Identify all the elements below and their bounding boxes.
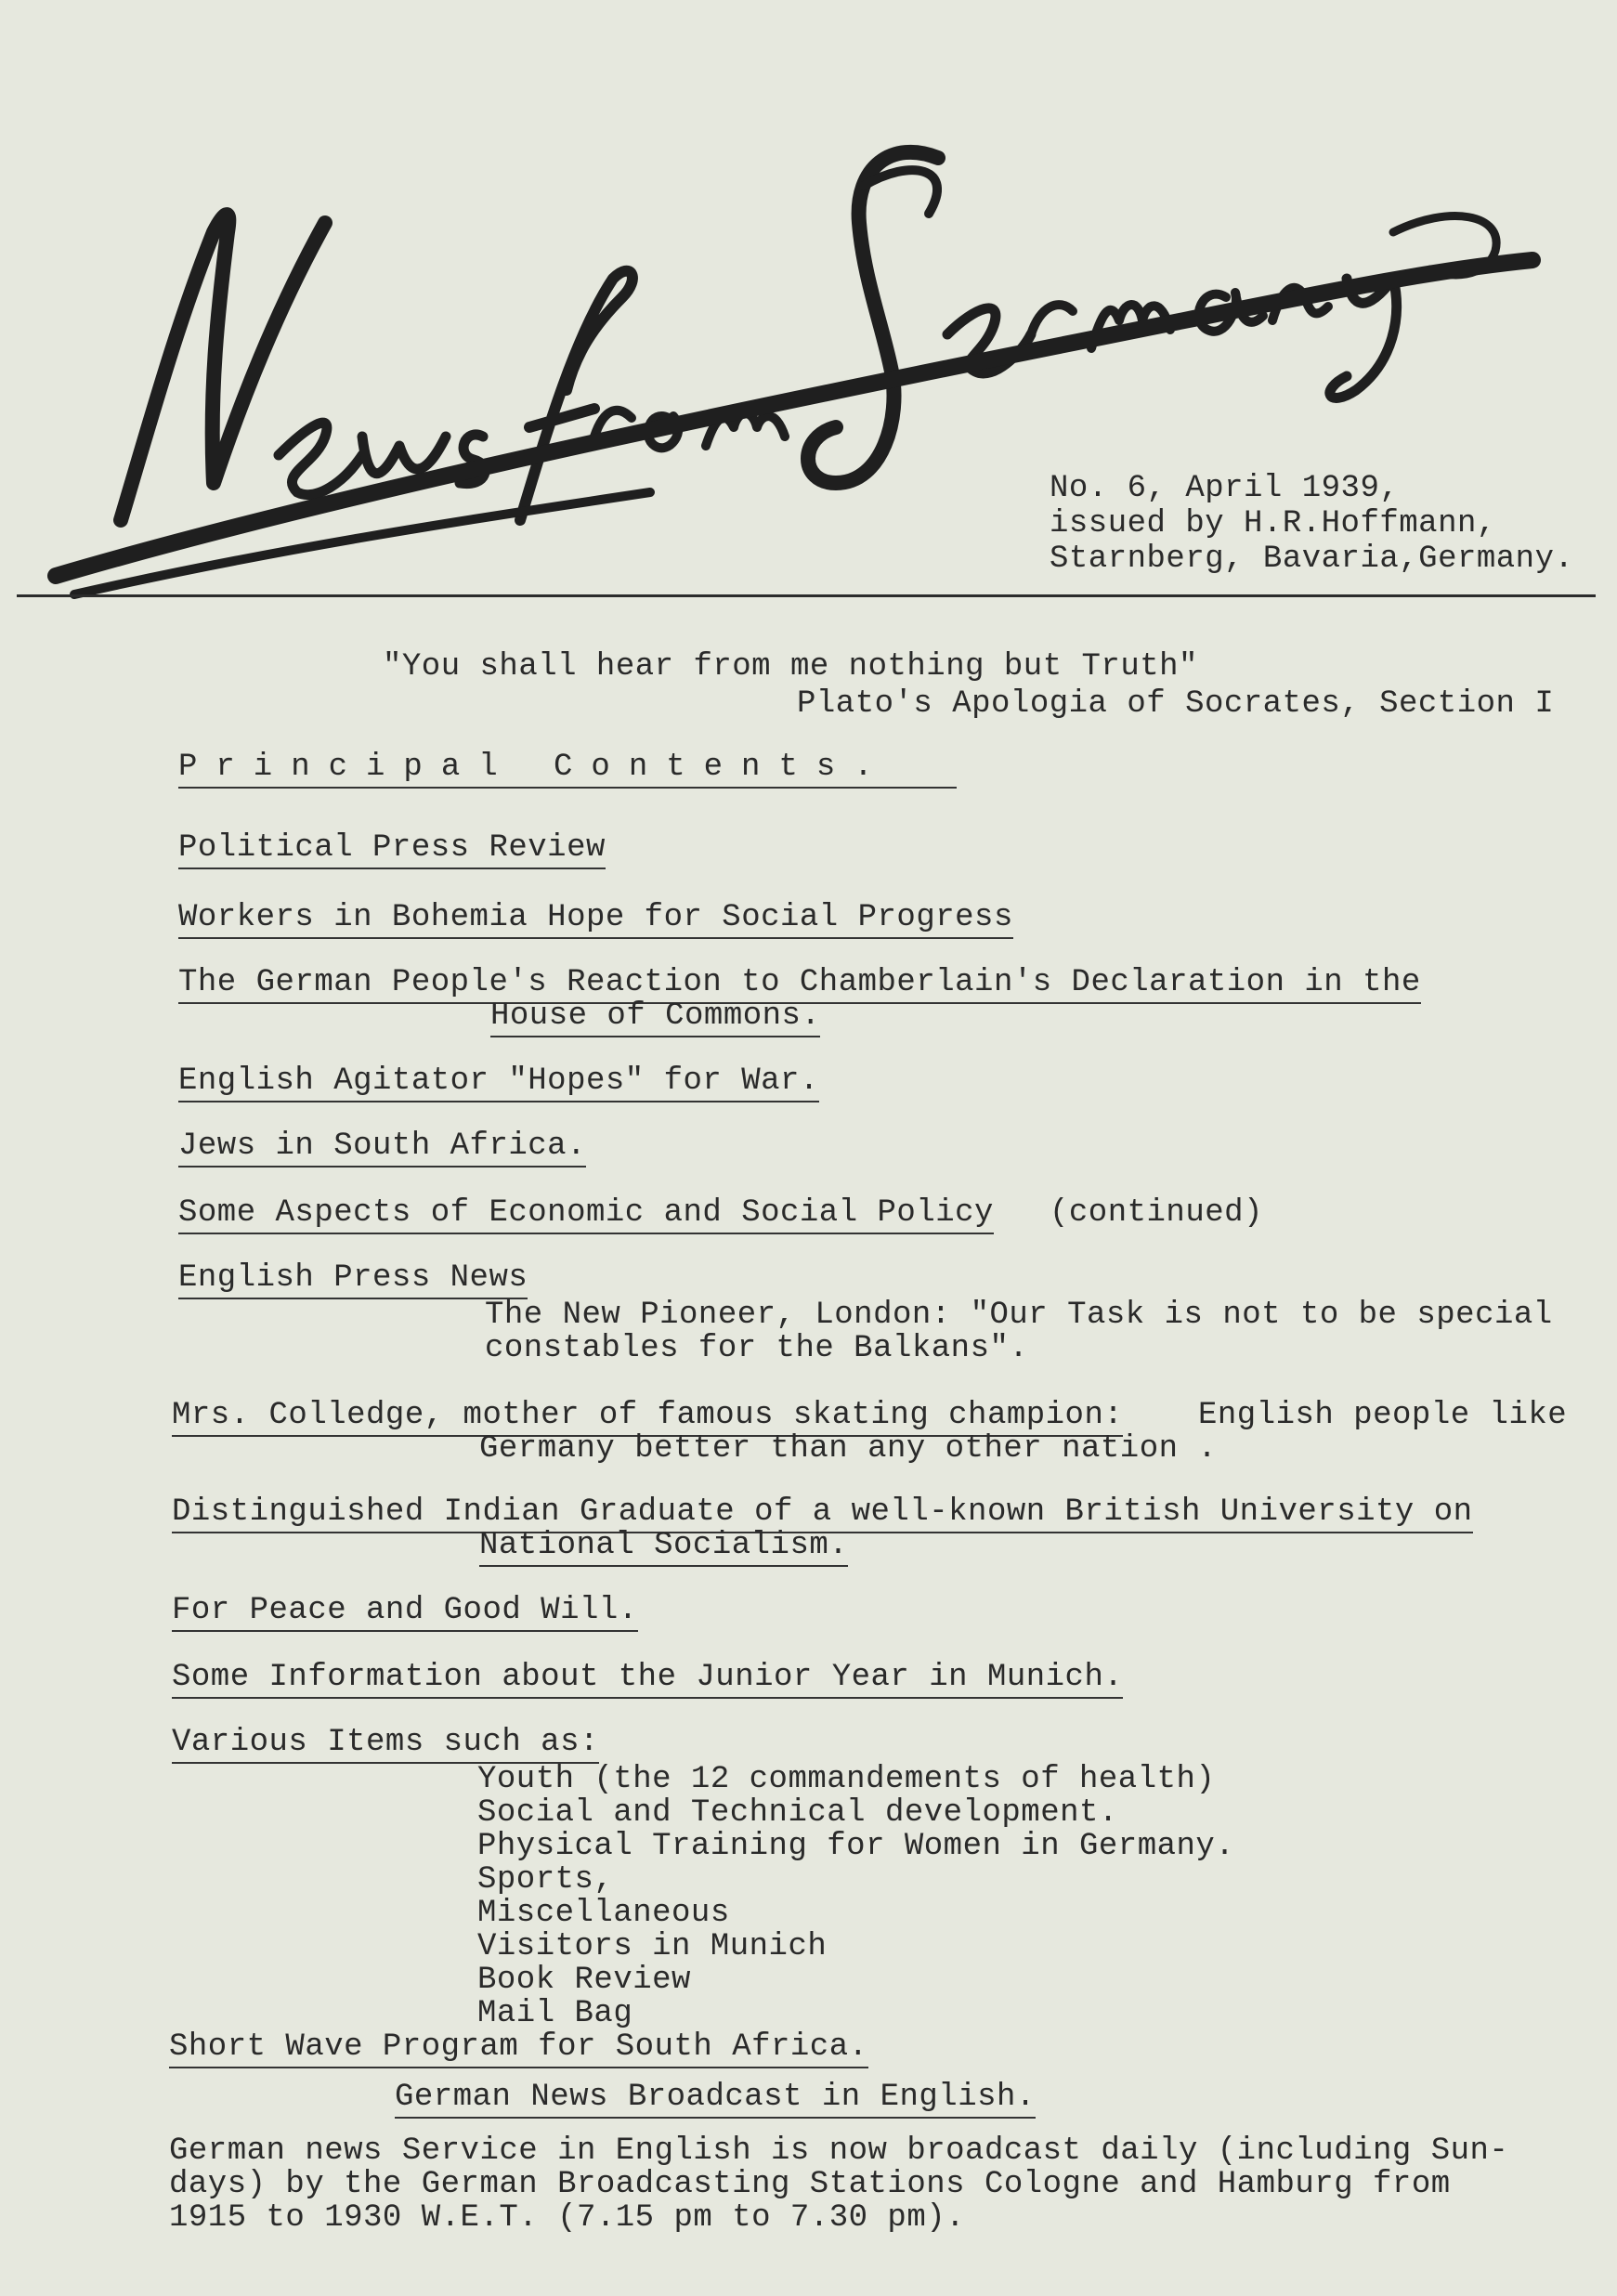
contents-subitem: Visitors in Munich [477, 1929, 828, 1964]
contents-subitem: Book Review [477, 1963, 691, 1998]
issuer-line: issued by H.R.Hoffmann, [1050, 506, 1496, 541]
contents-subitem: The New Pioneer, London: "Our Task is not to be special [485, 1298, 1553, 1333]
contents-item: House of Commons. [490, 999, 820, 1037]
contents-item: Some Aspects of Economic and Social Policy [178, 1196, 994, 1234]
contents-subitem: Miscellaneous [477, 1896, 730, 1931]
contents-item: For Peace and Good Will. [172, 1594, 638, 1632]
masthead-title: News from Germany [0, 0, 10, 1]
contents-item: Short Wave Program for South Africa. [169, 2030, 868, 2068]
contents-item: Some Information about the Junior Year in Munich. [172, 1661, 1123, 1699]
contents-item: English Press News [178, 1261, 528, 1299]
broadcast-heading: German News Broadcast in English. [395, 2081, 1036, 2119]
contents-subitem: Physical Training for Women in Germany. [477, 1829, 1235, 1864]
contents-subitem: constables for the Balkans". [485, 1331, 1029, 1366]
contents-item: Various Items such as: [172, 1726, 599, 1764]
contents-subitem: Social and Technical development. [477, 1795, 1118, 1831]
contents-item: English Agitator "Hopes" for War. [178, 1064, 819, 1102]
contents-item: National Socialism. [479, 1529, 848, 1567]
contents-item: Mrs. Colledge, mother of famous skating champion: [172, 1399, 1123, 1437]
contents-note: English people like [1198, 1398, 1568, 1433]
contents-subitem: Youth (the 12 commandements of health) [477, 1762, 1216, 1797]
issue-line: No. 6, April 1939, [1050, 471, 1400, 506]
broadcast-line: German news Service in English is now broadcast daily (including Sun- [169, 2133, 1509, 2169]
place-line: Starnberg, Bavaria,Germany. [1050, 541, 1574, 577]
epigraph-quote: "You shall hear from me nothing but Truth" [383, 649, 1198, 685]
broadcast-line: 1915 to 1930 W.E.T. (7.15 pm to 7.30 pm). [169, 2200, 966, 2236]
contents-item: Political Press Review [178, 831, 606, 869]
epigraph-source: Plato's Apologia of Socrates, Section I [797, 686, 1555, 722]
contents-item: The German People's Reaction to Chamberlain's Declaration in the [178, 966, 1421, 1004]
contents-heading: Principal Contents. [178, 750, 957, 789]
contents-subitem: Germany better than any other nation . [479, 1431, 1218, 1467]
contents-subitem: Mail Bag [477, 1996, 633, 2031]
contents-item: Workers in Bohemia Hope for Social Progress [178, 901, 1013, 939]
contents-item: Distinguished Indian Graduate of a well-known British University on [172, 1495, 1473, 1533]
broadcast-line: days) by the German Broadcasting Stations Cologne and Hamburg from [169, 2167, 1451, 2202]
contents-subitem: Sports, [477, 1862, 614, 1898]
masthead-rule [17, 594, 1596, 597]
contents-item: Jews in South Africa. [178, 1129, 586, 1168]
contents-note: (continued) [1050, 1195, 1263, 1231]
